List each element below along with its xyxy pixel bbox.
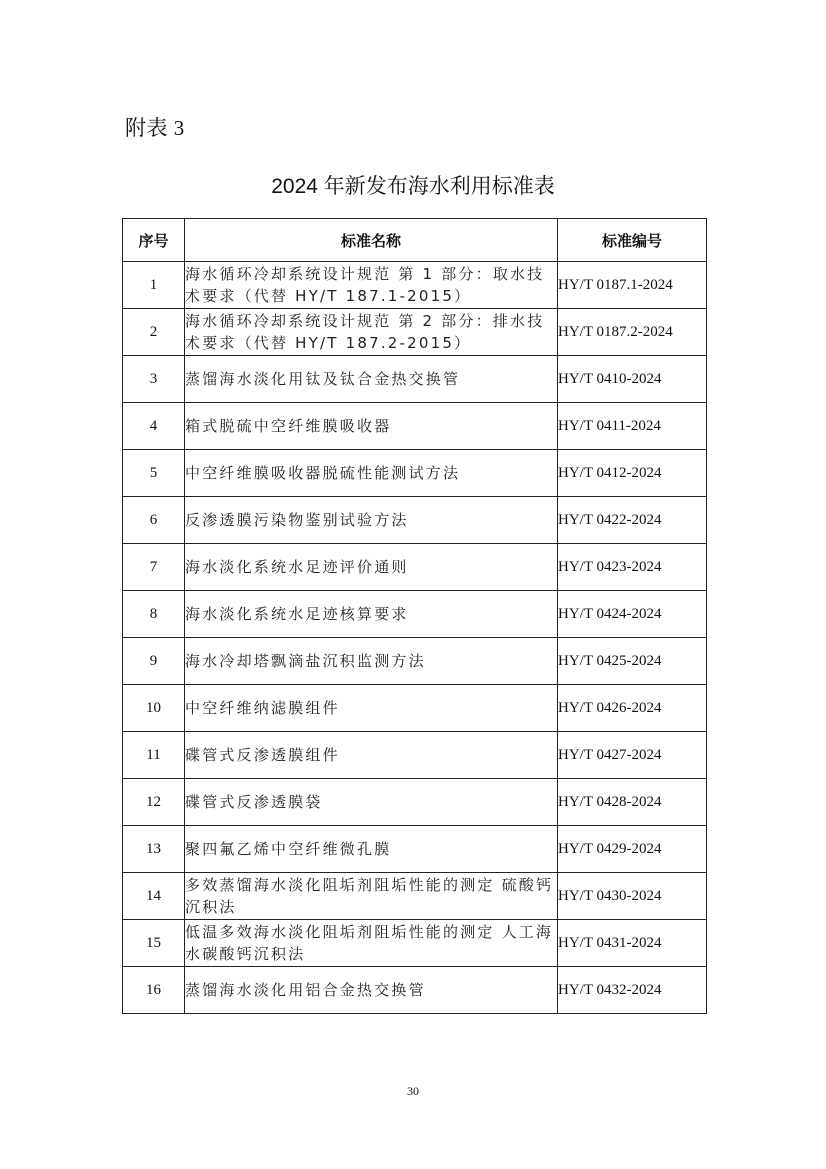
standard-name-cell: 聚四氟乙烯中空纤维微孔膜: [185, 826, 558, 873]
table-row: [123, 262, 707, 309]
standard-code-cell: HY/T 0187.2-2024: [558, 309, 707, 356]
table-row: [123, 450, 707, 497]
page-number: 30: [407, 1084, 419, 1098]
standard-code-cell: HY/T 0422-2024: [558, 497, 707, 544]
header-standard-name: 标准名称: [185, 219, 558, 262]
standards-table: [122, 218, 707, 1014]
serial-number-cell: 14: [123, 873, 185, 920]
standard-name-cell: 中空纤维纳滤膜组件: [185, 685, 558, 732]
table-row: [123, 826, 707, 873]
table-row: [123, 873, 707, 920]
standard-code-cell: HY/T 0410-2024: [558, 356, 707, 403]
serial-number-cell: 1: [123, 262, 185, 309]
standard-name-cell: 海水冷却塔飘滴盐沉积监测方法: [185, 638, 558, 685]
standard-name-cell: 海水淡化系统水足迹评价通则: [185, 544, 558, 591]
serial-number-cell: 15: [123, 920, 185, 967]
standard-code-cell: HY/T 0426-2024: [558, 685, 707, 732]
table-row: [123, 544, 707, 591]
table-row: [123, 779, 707, 826]
standard-name-cell: 箱式脱硫中空纤维膜吸收器: [185, 403, 558, 450]
table-row: [123, 309, 707, 356]
page-title: 2024 年新发布海水利用标准表: [271, 175, 555, 198]
standard-code-cell: HY/T 0427-2024: [558, 732, 707, 779]
standard-code-cell: HY/T 0431-2024: [558, 920, 707, 967]
serial-number-cell: 8: [123, 591, 185, 638]
standard-code-cell: HY/T 0430-2024: [558, 873, 707, 920]
standard-name-cell: 碟管式反渗透膜袋: [185, 779, 558, 826]
appendix-label: 附表 3: [125, 116, 185, 140]
standard-code-cell: HY/T 0432-2024: [558, 967, 707, 1014]
standard-name-cell: 碟管式反渗透膜组件: [185, 732, 558, 779]
serial-number-cell: 16: [123, 967, 185, 1014]
standard-code-cell: HY/T 0411-2024: [558, 403, 707, 450]
serial-number-cell: 5: [123, 450, 185, 497]
serial-number-cell: 12: [123, 779, 185, 826]
standard-name-cell: 蒸馏海水淡化用钛及钛合金热交换管: [185, 356, 558, 403]
table-row: [123, 403, 707, 450]
standard-name-cell: 蒸馏海水淡化用铝合金热交换管: [185, 967, 558, 1014]
standard-code-cell: HY/T 0429-2024: [558, 826, 707, 873]
standard-name-cell: 多效蒸馏海水淡化阻垢剂阻垢性能的测定 硫酸钙沉积法: [185, 873, 558, 920]
table-row: [123, 967, 707, 1014]
standard-code-cell: HY/T 0412-2024: [558, 450, 707, 497]
standard-code-cell: HY/T 0187.1-2024: [558, 262, 707, 309]
standard-code-cell: HY/T 0425-2024: [558, 638, 707, 685]
table-row: [123, 920, 707, 967]
standard-name-cell: 反渗透膜污染物鉴别试验方法: [185, 497, 558, 544]
table-row: [123, 685, 707, 732]
serial-number-cell: 9: [123, 638, 185, 685]
serial-number-cell: 6: [123, 497, 185, 544]
standard-name-cell: 海水淡化系统水足迹核算要求: [185, 591, 558, 638]
table-row: [123, 356, 707, 403]
standard-name-cell: 中空纤维膜吸收器脱硫性能测试方法: [185, 450, 558, 497]
header-serial-number: 序号: [123, 219, 185, 262]
serial-number-cell: 11: [123, 732, 185, 779]
serial-number-cell: 4: [123, 403, 185, 450]
table-row: [123, 638, 707, 685]
table-row: [123, 732, 707, 779]
standard-name-cell: 海水循环冷却系统设计规范 第 1 部分：取水技术要求（代替 HY/T 187.1-2015）: [185, 262, 558, 309]
standard-name-cell: 海水循环冷却系统设计规范 第 2 部分：排水技术要求（代替 HY/T 187.2-2015）: [185, 309, 558, 356]
header-standard-code: 标准编号: [558, 219, 707, 262]
standard-code-cell: HY/T 0424-2024: [558, 591, 707, 638]
standard-name-cell: 低温多效海水淡化阻垢剂阻垢性能的测定 人工海水碳酸钙沉积法: [185, 920, 558, 967]
serial-number-cell: 2: [123, 309, 185, 356]
standard-code-cell: HY/T 0428-2024: [558, 779, 707, 826]
serial-number-cell: 10: [123, 685, 185, 732]
serial-number-cell: 3: [123, 356, 185, 403]
table-header-row: [123, 219, 707, 262]
table-row: [123, 497, 707, 544]
standard-code-cell: HY/T 0423-2024: [558, 544, 707, 591]
serial-number-cell: 13: [123, 826, 185, 873]
table-row: [123, 591, 707, 638]
serial-number-cell: 7: [123, 544, 185, 591]
